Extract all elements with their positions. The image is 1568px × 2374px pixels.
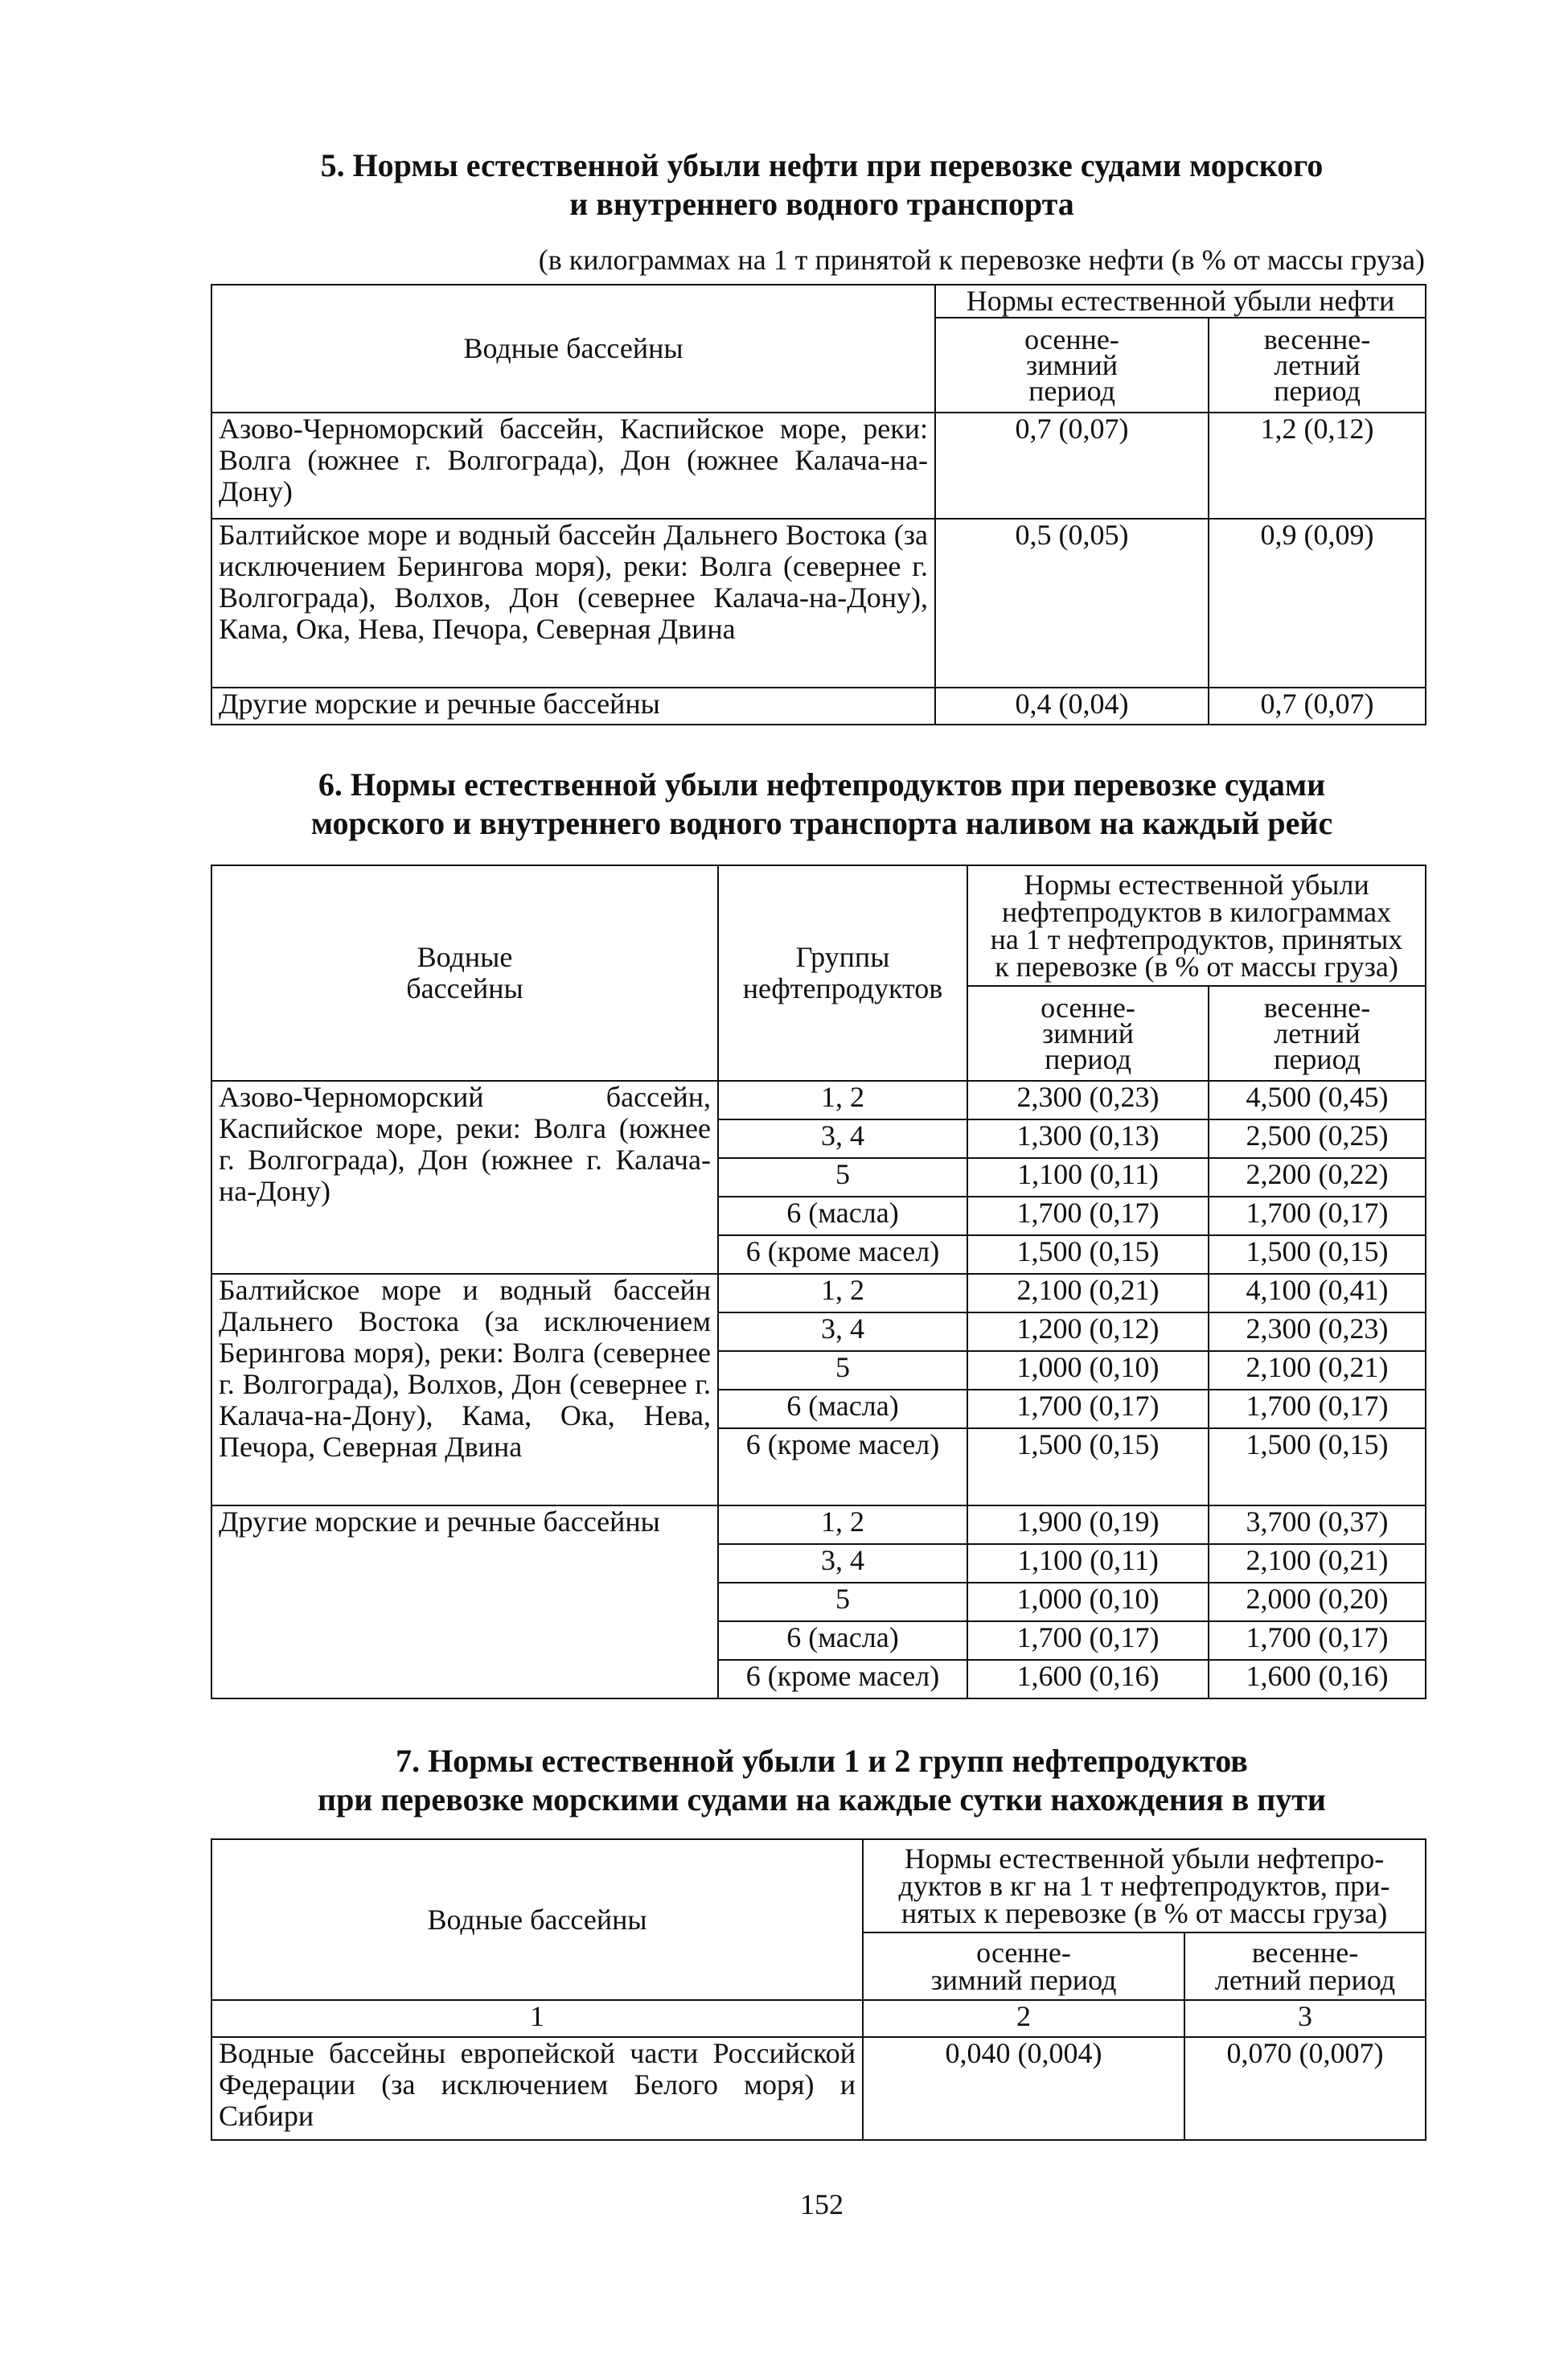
table-row [211, 413, 1426, 519]
table7-header-autumn: осенне- зимний период [863, 1932, 1184, 2000]
table5-header-norms: Нормы естественной убыли нефти [935, 285, 1426, 318]
table5-row3-spring: 0,7 (0,07) [1209, 688, 1426, 725]
table7 [211, 1838, 1426, 2141]
table6-title-line1: 6. Нормы естественной убыли нефтепродуктов при перевозке судами [318, 766, 1326, 803]
table7-header-norms: Нормы естественной убыли нефтепродуктов в кг на 1 т нефтепродуктов, принятых к перевозке (в % от массы груза) [863, 1839, 1426, 1932]
table-row [211, 1274, 1426, 1312]
table5-row1-basin: Азово-Черноморский бассейн, Каспийское море, реки: Волга (южнее г. Волгограда), Дон (южнее Калача-на-Дону) [211, 413, 935, 519]
table6-b3r3-spring: 2,000 (0,20) [1209, 1583, 1426, 1621]
table5-header-basins: Водные бассейны [211, 285, 935, 413]
table6-b2r4-autumn: 1,700 (0,17) [967, 1390, 1209, 1428]
table-row [211, 688, 1426, 725]
table6-block1-basin: Азово-Черноморский бассейн, Каспийское море, реки: Волга (южнее г. Волгограда), Дон (южнее г. Калача-на-Дону) [211, 1081, 718, 1274]
table6-b3r5-spring: 1,600 (0,16) [1209, 1660, 1426, 1698]
table6-b2r5-autumn: 1,500 (0,15) [967, 1428, 1209, 1505]
table7-col-number-2: 2 [863, 2000, 1184, 2037]
table6-b1r1-group: 1, 2 [718, 1081, 967, 1119]
table7-row1-spring: 0,070 (0,007) [1184, 2037, 1426, 2140]
table6-b3r4-group: 6 (масла) [718, 1621, 967, 1660]
table6-b2r5-spring: 1,500 (0,15) [1209, 1428, 1426, 1505]
table6-header-groups: Группы нефтепродуктов [718, 865, 967, 1081]
table6-header-basins: Водные бассейны [211, 865, 718, 1081]
table6-b2r3-group: 5 [718, 1351, 967, 1390]
table6-b3r5-autumn: 1,600 (0,16) [967, 1660, 1209, 1698]
table6-b3r4-spring: 1,700 (0,17) [1209, 1621, 1426, 1660]
table-row [211, 1081, 1426, 1119]
table6-b3r1-autumn: 1,900 (0,19) [967, 1505, 1209, 1544]
table5 [211, 284, 1426, 725]
table7-header-spring: весенне- летний период [1184, 1932, 1426, 2000]
table6-b3r3-group: 5 [718, 1583, 967, 1621]
table6-b3r1-spring: 3,700 (0,37) [1209, 1505, 1426, 1544]
table-row [211, 1505, 1426, 1544]
table5-row1-spring: 1,2 (0,12) [1209, 413, 1426, 519]
table6-b2r2-spring: 2,300 (0,23) [1209, 1312, 1426, 1351]
table6-b3r4-autumn: 1,700 (0,17) [967, 1621, 1209, 1660]
table-row [211, 2037, 1426, 2140]
table6-header-spring: весенне- летний период [1209, 986, 1426, 1081]
table5-row2-spring: 0,9 (0,09) [1209, 519, 1426, 688]
table6-b3r2-group: 3, 4 [718, 1544, 967, 1583]
table6-b1r2-autumn: 1,300 (0,13) [967, 1119, 1209, 1158]
table7-row1-basin: Водные бассейны европейской части Российской Федерации (за исключением Белого моря) и Сибири [211, 2037, 863, 2140]
table6-header-autumn: осенне- зимний период [967, 986, 1209, 1081]
table6-title-line2: морского и внутреннего водного транспорта наливом на каждый рейс [310, 805, 1333, 841]
table5-title [211, 146, 1433, 224]
table5-header-autumn: осенне- зимний период [935, 318, 1209, 413]
table6-b2r5-group: 6 (кроме масел) [718, 1428, 967, 1505]
table6-b1r3-group: 5 [718, 1158, 967, 1197]
table7-col-number-3: 3 [1184, 2000, 1426, 2037]
table6-b2r2-autumn: 1,200 (0,12) [967, 1312, 1209, 1351]
table6-b1r1-autumn: 2,300 (0,23) [967, 1081, 1209, 1119]
table6-b2r3-autumn: 1,000 (0,10) [967, 1351, 1209, 1390]
table6-b1r2-group: 3, 4 [718, 1119, 967, 1158]
table6-b1r5-group: 6 (кроме масел) [718, 1235, 967, 1274]
table7-row1-autumn: 0,040 (0,004) [863, 2037, 1184, 2140]
table6-b3r1-group: 1, 2 [718, 1505, 967, 1544]
table5-header-spring: весенне- летний период [1209, 318, 1426, 413]
table5-row2-basin: Балтийское море и водный бассейн Дальнего Востока (за исключением Берингова моря), реки: Волга (севернее г. Волгограда), Волхов, Дон (севернее Калача-на-Дону), Кама, Ока, Нева, Печора, Северная Двина [211, 519, 935, 688]
table6-b2r1-spring: 4,100 (0,41) [1209, 1274, 1426, 1312]
table5-row2-autumn: 0,5 (0,05) [935, 519, 1209, 688]
table6-header-norms: Нормы естественной убыли нефтепродуктов в килограммах на 1 т нефтепродуктов, принятых к перевозке (в % от массы груза) [967, 865, 1426, 986]
table6-b1r1-spring: 4,500 (0,45) [1209, 1081, 1426, 1119]
table5-row3-autumn: 0,4 (0,04) [935, 688, 1209, 725]
table7-title-line1: 7. Нормы естественной убыли 1 и 2 групп нефтепродуктов [396, 1743, 1248, 1779]
table6-b1r4-spring: 1,700 (0,17) [1209, 1197, 1426, 1235]
table6-b3r2-autumn: 1,100 (0,11) [967, 1544, 1209, 1583]
table6-b2r2-group: 3, 4 [718, 1312, 967, 1351]
table6-b3r5-group: 6 (кроме масел) [718, 1660, 967, 1698]
table7-title [211, 1742, 1433, 1819]
table6-b2r4-group: 6 (масла) [718, 1390, 967, 1428]
table6-block3-basin: Другие морские и речные бассейны [211, 1505, 718, 1698]
table6-b3r3-autumn: 1,000 (0,10) [967, 1583, 1209, 1621]
page-number: 152 [800, 2188, 844, 2220]
table6-b2r4-spring: 1,700 (0,17) [1209, 1390, 1426, 1428]
table5-title-line1: 5. Нормы естественной убыли нефти при перевозке судами морского [320, 147, 1324, 183]
table6-b1r3-spring: 2,200 (0,22) [1209, 1158, 1426, 1197]
table6-b2r3-spring: 2,100 (0,21) [1209, 1351, 1426, 1390]
table6-block2-basin: Балтийское море и водный бассейн Дальнего Востока (за исключением Берингова моря), реки: Волга (севернее г. Волгограда), Волхов, Дон (севернее г. Калача-на-Дону), Кама, Ока, Нева, Печора, Северная Двина [211, 1274, 718, 1505]
table6-b3r2-spring: 2,100 (0,21) [1209, 1544, 1426, 1583]
table6-b2r1-group: 1, 2 [718, 1274, 967, 1312]
table7-title-line2: при перевозке морскими судами на каждые сутки нахождения в пути [318, 1781, 1326, 1817]
table6-title [211, 766, 1433, 843]
table6-b1r2-spring: 2,500 (0,25) [1209, 1119, 1426, 1158]
table6-b1r3-autumn: 1,100 (0,11) [967, 1158, 1209, 1197]
table6-b1r4-autumn: 1,700 (0,17) [967, 1197, 1209, 1235]
table6-b1r5-autumn: 1,500 (0,15) [967, 1235, 1209, 1274]
table6 [211, 865, 1426, 1699]
table5-units: (в килограммах на 1 т принятой к перевозке нефти (в % от массы груза) [538, 244, 1425, 276]
table6-b1r4-group: 6 (масла) [718, 1197, 967, 1235]
table7-col-number-1: 1 [211, 2000, 863, 2037]
table6-b2r1-autumn: 2,100 (0,21) [967, 1274, 1209, 1312]
table5-row3-basin: Другие морские и речные бассейны [211, 688, 935, 725]
table5-title-line2: и внутреннего водного транспорта [569, 186, 1074, 222]
table6-b1r5-spring: 1,500 (0,15) [1209, 1235, 1426, 1274]
table-row [211, 519, 1426, 688]
table7-header-basins: Водные бассейны [211, 1839, 863, 2000]
table5-row1-autumn: 0,7 (0,07) [935, 413, 1209, 519]
